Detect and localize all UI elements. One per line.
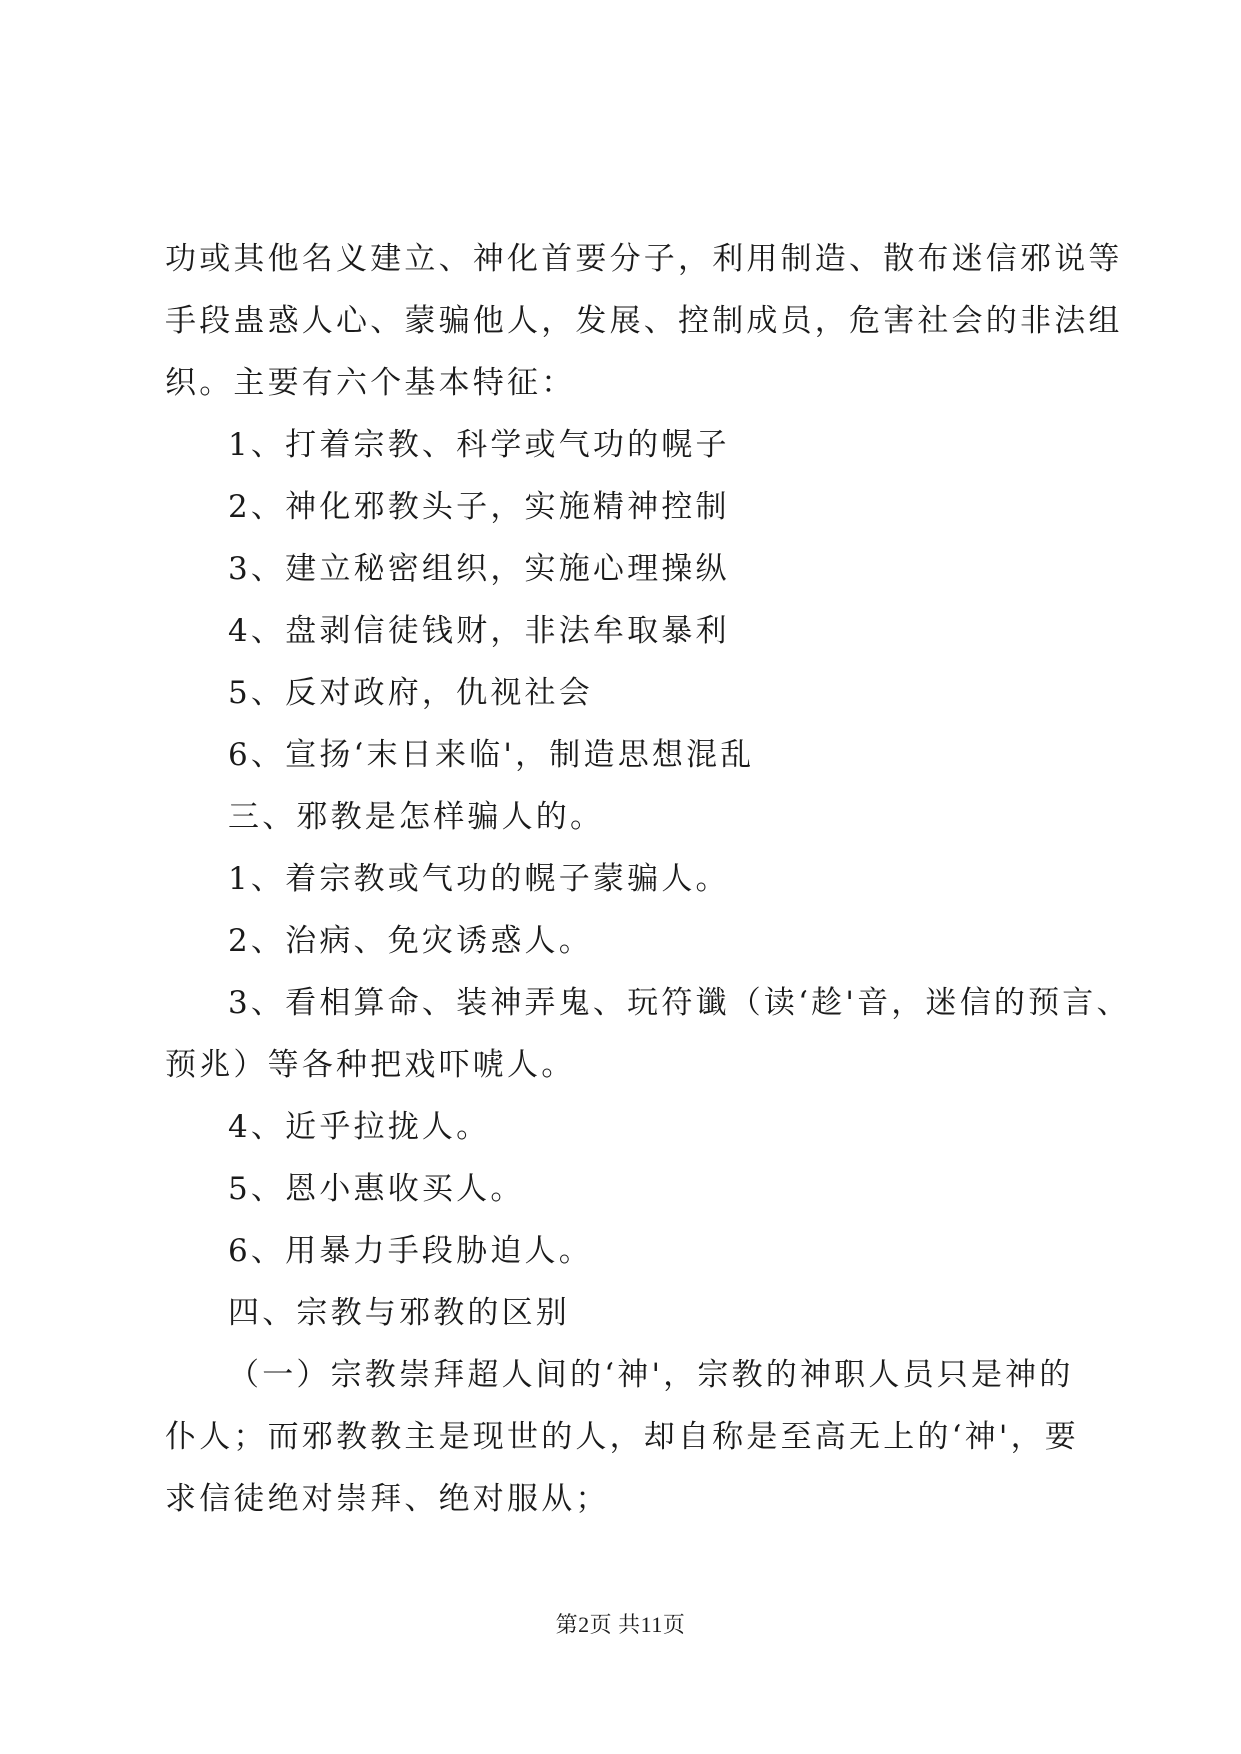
page-number-label: 第2页 共11页 [555,1612,686,1637]
list-item: 1、着宗教或气功的幌子蒙骗人。 [228,861,730,897]
list-item: 5、反对政府，仇视社会 [228,675,593,711]
list-item: 1、打着宗教、科学或气功的幌子 [228,427,730,463]
list-item: 5、恩小惠收买人。 [228,1171,525,1207]
list-item: 4、盘剥信徒钱财，非法牟取暴利 [228,613,730,649]
list-item: 4、近乎拉拢人。 [228,1109,491,1145]
text-line: 预兆）等各种把戏吓唬人。 [165,1047,576,1083]
list-item: 2、治病、免灾诱惑人。 [228,923,593,959]
paragraph-start: （一）宗教崇拜超人间的‘神'，宗教的神职人员只是神的 [228,1357,1074,1393]
text-line: 功或其他名义建立、神化首要分子，利用制造、散布迷信邪说等 [165,241,1123,277]
section-heading: 三、邪教是怎样骗人的。 [228,799,605,835]
text-line: 仆人；而邪教教主是现世的人，却自称是至高无上的‘神'，要 [165,1419,1079,1455]
list-item: 2、神化邪教头子，实施精神控制 [228,489,730,525]
section-heading: 四、宗教与邪教的区别 [228,1295,570,1331]
text-line: 手段蛊惑人心、蒙骗他人，发展、控制成员，危害社会的非法组 [165,303,1123,339]
list-item: 6、用暴力手段胁迫人。 [228,1233,593,1269]
list-item: 3、建立秘密组织，实施心理操纵 [228,551,730,587]
list-item: 6、宣扬‘末日来临'，制造思想混乱 [228,737,755,773]
text-line: 织。主要有六个基本特征： [165,365,576,401]
document-body [165,228,1131,1530]
list-item: 3、看相算命、装神弄鬼、玩符谶（读‘趁'音，迷信的预言、 [228,985,1131,1021]
page-footer [0,1608,1241,1639]
text-line: 求信徒绝对崇拜、绝对服从； [165,1481,610,1517]
